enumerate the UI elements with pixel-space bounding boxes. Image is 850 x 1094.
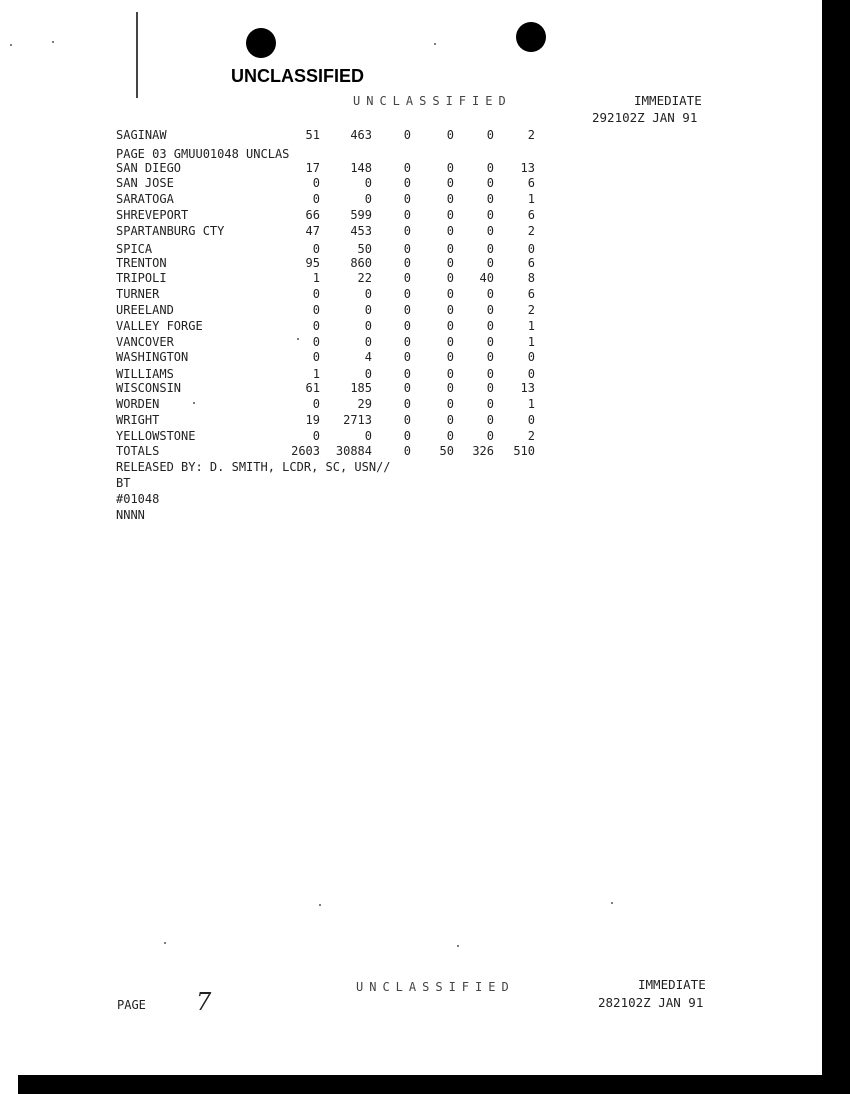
row-value: 0 xyxy=(446,128,454,142)
row-value: 0 xyxy=(486,208,494,222)
row-value: 29 xyxy=(357,397,372,411)
speck xyxy=(193,402,195,404)
row-value: 0 xyxy=(312,176,320,190)
punch-hole-left xyxy=(246,28,276,58)
row-value: 0 xyxy=(403,128,411,142)
row-value: 0 xyxy=(364,335,372,349)
row-value: 0 xyxy=(312,192,320,206)
row-value: 1 xyxy=(527,397,535,411)
row-value: 185 xyxy=(350,381,372,395)
footer-precedence: IMMEDIATE xyxy=(638,977,706,992)
row-value: 0 xyxy=(446,335,454,349)
row-value: 0 xyxy=(486,128,494,142)
row-value: 0 xyxy=(403,208,411,222)
footer-classification: UNCLASSIFIED xyxy=(356,980,515,994)
header-precedence: IMMEDIATE xyxy=(634,93,702,108)
row-value: 0 xyxy=(312,303,320,317)
footer-page-number: 7 xyxy=(196,988,212,1016)
row-value: 148 xyxy=(350,161,372,175)
row-value: 0 xyxy=(403,224,411,238)
row-value: 0 xyxy=(312,242,320,256)
footer-page-label: PAGE xyxy=(117,998,146,1012)
row-value: 0 xyxy=(403,444,411,458)
row-value: 1 xyxy=(312,271,320,285)
row-value: 0 xyxy=(486,192,494,206)
row-value: 2 xyxy=(527,429,535,443)
row-value: 0 xyxy=(486,429,494,443)
row-value: 0 xyxy=(403,319,411,333)
row-value: 13 xyxy=(520,161,535,175)
row-value: 6 xyxy=(527,256,535,270)
row-value: 0 xyxy=(312,429,320,443)
row-value: 4 xyxy=(364,350,372,364)
row-name: YELLOWSTONE xyxy=(116,429,196,443)
row-value: 6 xyxy=(527,208,535,222)
row-value: 0 xyxy=(446,161,454,175)
row-value: 0 xyxy=(403,350,411,364)
row-value: 2603 xyxy=(291,444,320,458)
row-value: 0 xyxy=(486,335,494,349)
row-value: 0 xyxy=(403,335,411,349)
row-value: 0 xyxy=(527,242,535,256)
footer-dtg: 282102Z JAN 91 xyxy=(598,995,704,1010)
row-value: 0 xyxy=(446,224,454,238)
row-name: WISCONSIN xyxy=(116,381,182,395)
row-value: 0 xyxy=(446,367,454,381)
row-value: 1 xyxy=(527,335,535,349)
row-value: 0 xyxy=(486,242,494,256)
row-value: 0 xyxy=(446,413,454,427)
row-value: 453 xyxy=(350,224,372,238)
row-value: 463 xyxy=(350,128,372,142)
row-value: 599 xyxy=(350,208,372,222)
speck xyxy=(164,942,166,944)
row-value: 0 xyxy=(312,287,320,301)
row-value: 0 xyxy=(403,397,411,411)
classification-stamp: UNCLASSIFIED xyxy=(231,66,365,86)
row-value: 0 xyxy=(312,397,320,411)
header-dtg: 292102Z JAN 91 xyxy=(592,110,698,125)
row-value: 50 xyxy=(357,242,372,256)
row-value: 0 xyxy=(364,176,372,190)
speck xyxy=(611,902,613,904)
row-name: WRIGHT xyxy=(116,413,160,427)
row-name: WILLIAMS xyxy=(116,367,174,381)
row-value: 0 xyxy=(486,176,494,190)
row-value: 50 xyxy=(439,444,454,458)
row-value: 0 xyxy=(403,256,411,270)
row-name: SARATOGA xyxy=(116,192,174,206)
row-value: 17 xyxy=(305,161,320,175)
row-value: 0 xyxy=(403,192,411,206)
row-value: 0 xyxy=(486,224,494,238)
row-name: WASHINGTON xyxy=(116,350,189,364)
row-value: 0 xyxy=(446,319,454,333)
row-name: UREELAND xyxy=(116,303,174,317)
row-value: 0 xyxy=(527,367,535,381)
row-name: TURNER xyxy=(116,287,160,301)
row-value: 95 xyxy=(305,256,320,270)
row-value: 0 xyxy=(446,242,454,256)
row-name: WORDEN xyxy=(116,397,160,411)
row-value: 0 xyxy=(527,413,535,427)
row-value: 0 xyxy=(527,350,535,364)
row-value: 0 xyxy=(446,350,454,364)
row-value: 0 xyxy=(364,303,372,317)
row-value: 47 xyxy=(305,224,320,238)
row-value: 19 xyxy=(305,413,320,427)
bt-marker: BT xyxy=(116,476,131,490)
row-value: 0 xyxy=(403,271,411,285)
row-value: 1 xyxy=(527,319,535,333)
row-value: 2 xyxy=(527,224,535,238)
row-name: TRIPOLI xyxy=(116,271,167,285)
row-value: 0 xyxy=(486,161,494,175)
row-value: 0 xyxy=(486,367,494,381)
row-name: SPARTANBURG CTY xyxy=(116,224,225,238)
row-value: 0 xyxy=(364,319,372,333)
punch-hole-right xyxy=(516,22,546,52)
row-name: SPICA xyxy=(116,242,153,256)
margin-line xyxy=(136,12,138,98)
header-classification: UNCLASSIFIED xyxy=(353,94,512,108)
row-value: 0 xyxy=(446,256,454,270)
row-name: SAGINAW xyxy=(116,128,167,142)
row-value: 0 xyxy=(486,303,494,317)
row-value: 2 xyxy=(527,303,535,317)
row-value: 0 xyxy=(486,350,494,364)
speck xyxy=(434,43,436,45)
row-value: 0 xyxy=(364,287,372,301)
row-value: 0 xyxy=(446,271,454,285)
row-value: 6 xyxy=(527,176,535,190)
row-value: 0 xyxy=(446,397,454,411)
row-value: 0 xyxy=(364,429,372,443)
row-value: 0 xyxy=(364,192,372,206)
row-value: 0 xyxy=(403,367,411,381)
page-line: PAGE 03 GMUU01048 UNCLAS xyxy=(116,147,290,161)
row-value: 22 xyxy=(357,271,372,285)
row-value: 0 xyxy=(403,242,411,256)
row-value: 510 xyxy=(513,444,535,458)
row-value: 0 xyxy=(486,256,494,270)
row-value: 860 xyxy=(350,256,372,270)
row-value: 0 xyxy=(403,176,411,190)
row-value: 0 xyxy=(446,208,454,222)
scan-border-bottom xyxy=(18,1075,850,1094)
speck xyxy=(52,41,54,43)
row-value: 2 xyxy=(527,128,535,142)
row-value: 0 xyxy=(312,319,320,333)
row-value: 61 xyxy=(305,381,320,395)
row-value: 0 xyxy=(446,429,454,443)
speck xyxy=(457,945,459,947)
row-name: SAN DIEGO xyxy=(116,161,182,175)
row-value: 13 xyxy=(520,381,535,395)
row-name: SHREVEPORT xyxy=(116,208,189,222)
message-number: #01048 xyxy=(116,492,160,506)
row-value: 1 xyxy=(312,367,320,381)
row-value: 6 xyxy=(527,287,535,301)
scan-border-right xyxy=(822,0,850,1094)
row-value: 0 xyxy=(446,192,454,206)
row-value: 51 xyxy=(305,128,320,142)
row-value: 0 xyxy=(446,287,454,301)
row-value: 0 xyxy=(446,303,454,317)
row-name: SAN JOSE xyxy=(116,176,174,190)
end-of-message: NNNN xyxy=(116,508,145,522)
row-value: 40 xyxy=(479,271,494,285)
row-value: 0 xyxy=(403,161,411,175)
row-value: 8 xyxy=(527,271,535,285)
row-name: TRENTON xyxy=(116,256,167,270)
row-value: 0 xyxy=(364,367,372,381)
speck xyxy=(319,904,321,906)
row-name: VALLEY FORGE xyxy=(116,319,203,333)
row-value: 0 xyxy=(403,381,411,395)
row-value: 66 xyxy=(305,208,320,222)
row-value: 0 xyxy=(312,350,320,364)
row-value: 0 xyxy=(486,381,494,395)
row-value: 0 xyxy=(403,287,411,301)
row-value: 0 xyxy=(486,319,494,333)
row-value: 0 xyxy=(486,397,494,411)
speck xyxy=(10,44,12,46)
row-value: 30884 xyxy=(335,444,372,458)
row-value: 0 xyxy=(403,413,411,427)
row-value: 2713 xyxy=(343,413,372,427)
row-name: TOTALS xyxy=(116,444,160,458)
released-by: RELEASED BY: D. SMITH, LCDR, SC, USN// xyxy=(116,460,391,474)
row-value: 0 xyxy=(312,335,320,349)
row-value: 0 xyxy=(446,381,454,395)
row-name: VANCOVER xyxy=(116,335,174,349)
row-value: 0 xyxy=(486,413,494,427)
row-value: 0 xyxy=(403,429,411,443)
row-value: 1 xyxy=(527,192,535,206)
row-value: 0 xyxy=(403,303,411,317)
row-value: 326 xyxy=(472,444,494,458)
row-value: 0 xyxy=(486,287,494,301)
row-value: 0 xyxy=(446,176,454,190)
